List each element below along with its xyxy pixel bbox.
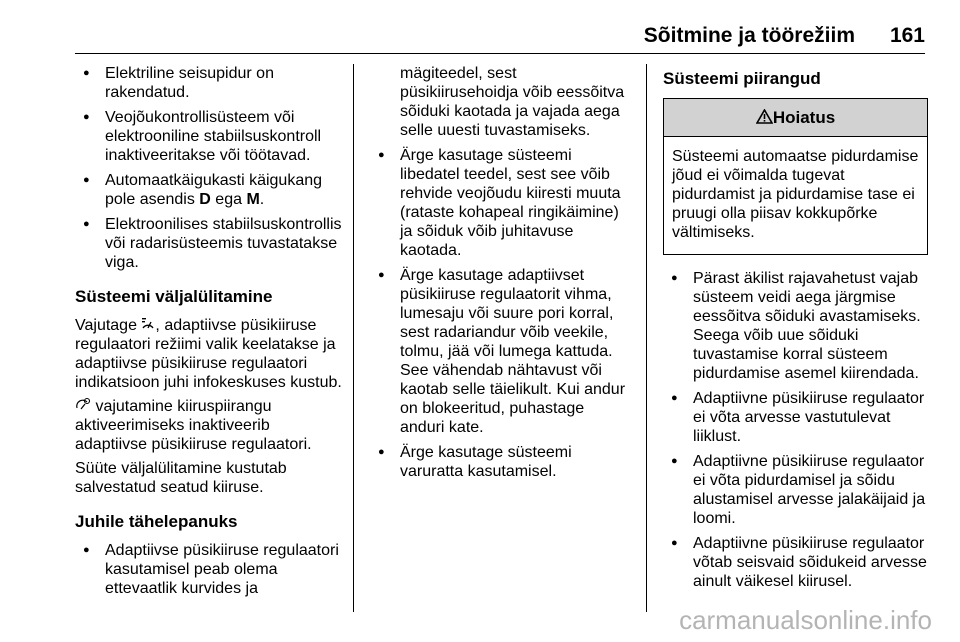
section-heading-disable: Süsteemi väljalülitamine xyxy=(75,287,273,306)
gear-d: D xyxy=(199,191,211,208)
list-item: ● Elektroonilises stabiilsuskontrollis või radarisüsteemis tuvastatakse viga. xyxy=(75,215,345,272)
list-item: ● Ärge kasutage süsteemi varuratta kasutamisel. xyxy=(370,443,632,481)
warning-triangle-icon xyxy=(756,99,773,137)
page-number: 161 xyxy=(889,24,925,47)
list-item: ● Ärge kasutage süsteemi libedatel teedel, sest see võib rehvide veojõudu kiiresti muuta (rataste kohapeal ringikäimine) ja sõiduk võib juhitavuse kaotada. xyxy=(370,146,632,260)
column-divider xyxy=(353,64,354,612)
list-item: ● Ärge kasutage adaptiivset püsikiiruse regulaatorit vihma, lumesaju või suure pori korral, sest radariandur võib veekile, tolmu, jää või lumega kattuda. See vähendab nähtavust või kaotab selle täielikult. Kui andur on blokeeritud, puhastage anduri kate. xyxy=(370,266,632,437)
list-item: ● Adaptiivne püsikiiruse regulaator ei võta pidurdamisel ja sõidu alustamisel arvesse jalakäijaid ja loomi. xyxy=(663,452,928,528)
warning-title: Hoiatus xyxy=(772,108,836,127)
list-item: ● Adaptiivne püsikiiruse regulaator võtab seisvaid sõidukeid arvesse ainult väikesel kiirusel. xyxy=(663,534,928,591)
column-3 xyxy=(663,64,928,597)
paragraph: vajutamine kiiruspiirangu aktiveerimiseks inaktiveerib adaptiivse püsikiiruse regulaatori. xyxy=(75,398,312,453)
watermark: carmanualsonline.info xyxy=(679,605,932,635)
warning-box xyxy=(663,98,928,255)
section-heading-limits: Süsteemi piirangud xyxy=(663,69,821,88)
cruise-control-icon xyxy=(141,316,155,335)
list-item: ● Elektriline seisupidur on rakendatud. xyxy=(75,64,345,102)
warning-text: Süsteemi automaatse pidurdamise jõud ei võimalda tugevat pidurdamist ja pidurdamise tase ei pruugi olla piisav kokkupõrke vältimiseks. xyxy=(672,148,919,241)
section-heading-notes: Juhile tähelepanuks xyxy=(75,512,238,531)
paragraph: Süüte väljalülitamine kustutab salvestatud seatud kiiruse. xyxy=(75,460,287,496)
column-2 xyxy=(370,64,632,487)
gear-m: M xyxy=(246,191,260,208)
page-header xyxy=(75,24,925,54)
list-item: ● Automaatkäigukasti käigukang pole asendis D ega M. xyxy=(75,171,345,209)
list-item: ● Veojõukontrollisüsteem või elektrooniline stabiilsuskontroll inaktiveeritakse või töötavad. xyxy=(75,108,345,165)
speed-limiter-icon xyxy=(75,397,91,416)
list-item: ● Adaptiivse püsikiiruse regulaatori kasutamisel peab olema ettevaatlik kurvides ja xyxy=(75,541,345,598)
list-item: ● Adaptiivne püsikiiruse regulaator ei võta arvesse vastutulevat liiklust. xyxy=(663,389,928,446)
warning-header xyxy=(664,99,927,137)
column-divider xyxy=(646,64,647,612)
paragraph: Vajutage , adaptiivse püsikiiruse regulaatori režiimi valik keelatakse ja adaptiivse püsikiiruse regulaatori indikatsioon juhi infokeskuses kustub. xyxy=(75,317,342,391)
column-1 xyxy=(75,64,345,604)
page-title: Sõitmine ja töörežiim xyxy=(643,24,855,47)
list-item-continuation: mägiteedel, sest püsikiirusehoidja võib eessõitva sõiduki kaotada ja vajada aega selle uuesti tuvastamiseks. xyxy=(400,65,625,139)
list-item: ● Pärast äkilist rajavahetust vajab süsteem veidi aega järgmise eessõitva sõiduki avastamiseks. Seega võib uue sõiduki tuvastamise korral süsteem pidurdamise asemel kiirendada. xyxy=(663,269,928,383)
